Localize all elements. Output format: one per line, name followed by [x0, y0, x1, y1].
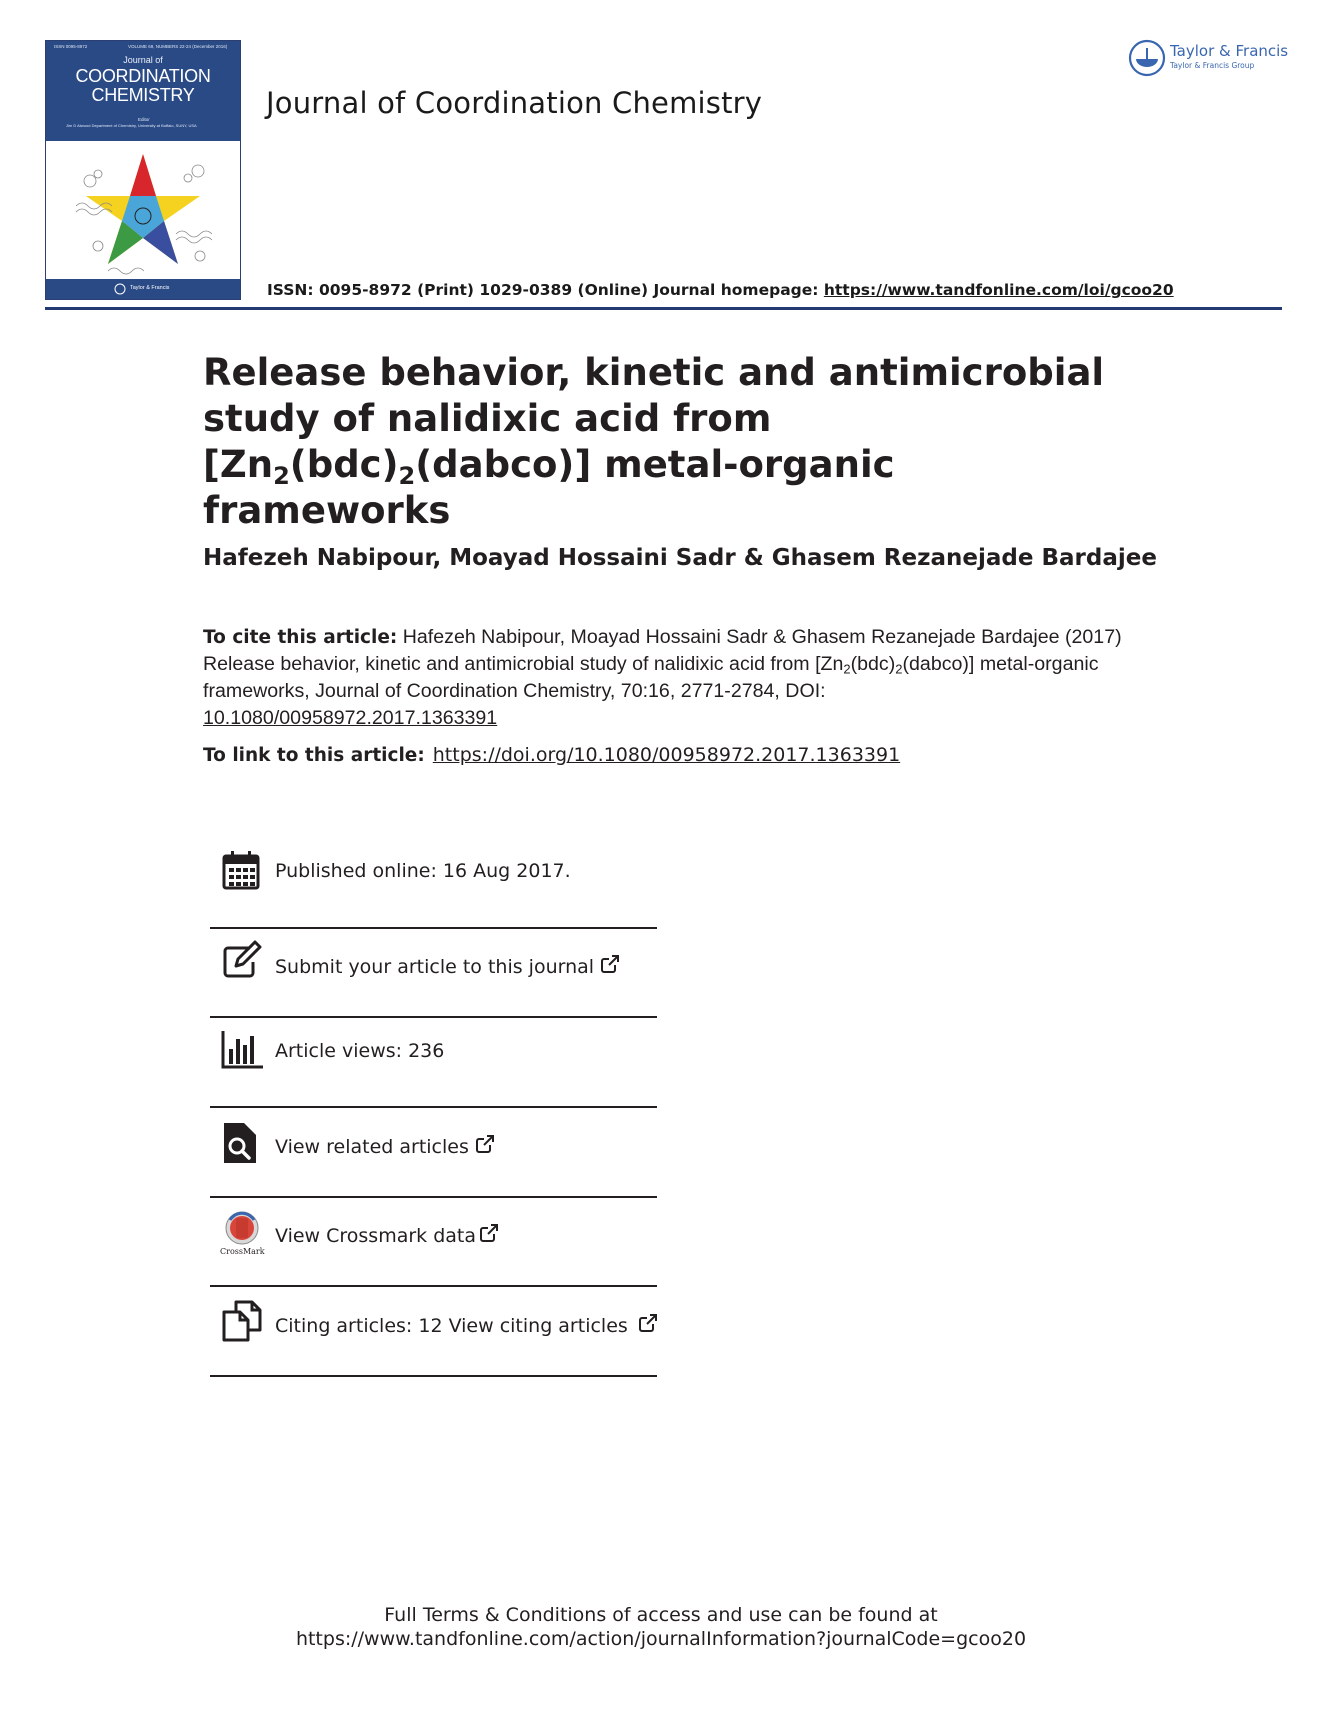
citation-subscript-1: 2: [843, 661, 851, 677]
title-text-1: Release behavior, kinetic and antimicrobial study of nalidixic acid from [Zn: [203, 351, 1105, 486]
title-text-3: (dabco)] metal-organic frameworks: [203, 443, 895, 532]
cover-title-line2: CHEMISTRY: [91, 85, 195, 105]
crossmark-text: View Crossmark data: [275, 1225, 477, 1247]
cover-title-line1: COORDINATION: [75, 66, 211, 86]
search-document-icon: [220, 1121, 264, 1165]
row-divider: [210, 1196, 657, 1198]
cover-volume: VOLUME 69, NUMBERS 22-24 (December 2016): [128, 44, 228, 49]
header-divider: [45, 307, 1282, 310]
bar-chart-icon: [220, 1027, 264, 1071]
external-link-icon: [475, 1134, 495, 1154]
citation-label: To cite this article:: [203, 627, 398, 648]
cover-editor-line: Jim D Atwood Department of Chemistry, University at Buffalo, SUNY, USA: [66, 123, 197, 128]
terms-url[interactable]: https://www.tandfonline.com/action/journalInformation?journalCode=gcoo20: [295, 1628, 1027, 1650]
title-subscript-1: 2: [273, 462, 290, 491]
issn-line: [267, 281, 1174, 299]
terms-line-1: Full Terms & Conditions of access and use can be found at: [384, 1604, 938, 1626]
cover-publisher-icon: [114, 283, 126, 295]
published-online-text: Published online: 16 Aug 2017.: [275, 860, 571, 882]
publisher-group: Taylor & Francis Group: [1170, 61, 1255, 70]
cover-star-artwork: [68, 146, 218, 276]
citation-block: [203, 624, 1123, 732]
article-doi-link[interactable]: https://doi.org/10.1080/00958972.2017.1363391: [432, 744, 901, 766]
row-divider: [210, 1106, 657, 1108]
copy-documents-icon: [220, 1298, 264, 1342]
citation-text-1: Hafezeh Nabipour, Moayad Hossaini Sadr & Ghasem Rezanejade Bardajee (2017) Release behavior, kinetic and antimicrobial study of nalidixic acid from [Zn: [203, 626, 1122, 675]
publisher-name: Taylor & Francis: [1170, 42, 1289, 60]
terms-footer: [0, 1603, 1322, 1651]
edit-icon: [220, 938, 264, 982]
cover-publisher: Taylor & Francis: [130, 285, 170, 291]
article-title: [203, 350, 1123, 534]
journal-title: Journal of Coordination Chemistry: [266, 86, 763, 120]
citation-text-2: (bdc): [850, 653, 896, 675]
citation-subscript-2: 2: [895, 661, 903, 677]
crossmark-caption: CrossMark: [220, 1247, 265, 1256]
crossmark-link[interactable]: [275, 1223, 499, 1247]
citing-articles-text: Citing articles: 12 View citing articles: [275, 1315, 628, 1337]
article-authors: Hafezeh Nabipour, Moayad Hossaini Sadr & Ghasem Rezanejade Bardajee: [203, 545, 1157, 571]
submit-article-text: Submit your article to this journal: [275, 956, 595, 978]
external-link-icon: [600, 954, 620, 974]
issn-text: ISSN: 0095-8972 (Print) 1029-0389 (Online) Journal homepage:: [267, 281, 824, 299]
title-subscript-2: 2: [398, 462, 416, 491]
cover-journal-of: Journal of: [123, 55, 163, 65]
journal-homepage-link[interactable]: https://www.tandfonline.com/loi/gcoo20: [823, 281, 1174, 299]
calendar-icon: [220, 848, 264, 892]
external-link-icon: [479, 1223, 499, 1243]
related-articles-link[interactable]: [275, 1134, 495, 1158]
title-text-2: (bdc): [289, 443, 399, 486]
row-divider: [210, 1375, 657, 1377]
external-link-icon: [638, 1313, 658, 1333]
cover-editor-label: Editor: [138, 117, 150, 122]
related-articles-text: View related articles: [275, 1136, 469, 1158]
row-divider: [210, 1285, 657, 1287]
article-views-text: Article views: 236: [275, 1040, 445, 1062]
row-divider: [210, 927, 657, 929]
cover-issn: ISSN 0095-8972: [54, 44, 88, 49]
submit-article-link[interactable]: [275, 954, 620, 978]
cover-footer: [46, 279, 240, 299]
citation-doi-link[interactable]: 10.1080/00958972.2017.1363391: [203, 707, 498, 729]
link-label: To link to this article:: [203, 745, 425, 766]
journal-cover-image: [45, 40, 241, 300]
citing-articles-link[interactable]: [275, 1313, 658, 1337]
crossmark-icon: [220, 1210, 264, 1246]
article-link-line: [203, 744, 900, 766]
citation-text-3: (dabco)] metal-organic frameworks, Journal of Coordination Chemistry, 70:16, 2771-2784, DOI:: [203, 653, 1099, 702]
row-divider: [210, 1016, 657, 1018]
